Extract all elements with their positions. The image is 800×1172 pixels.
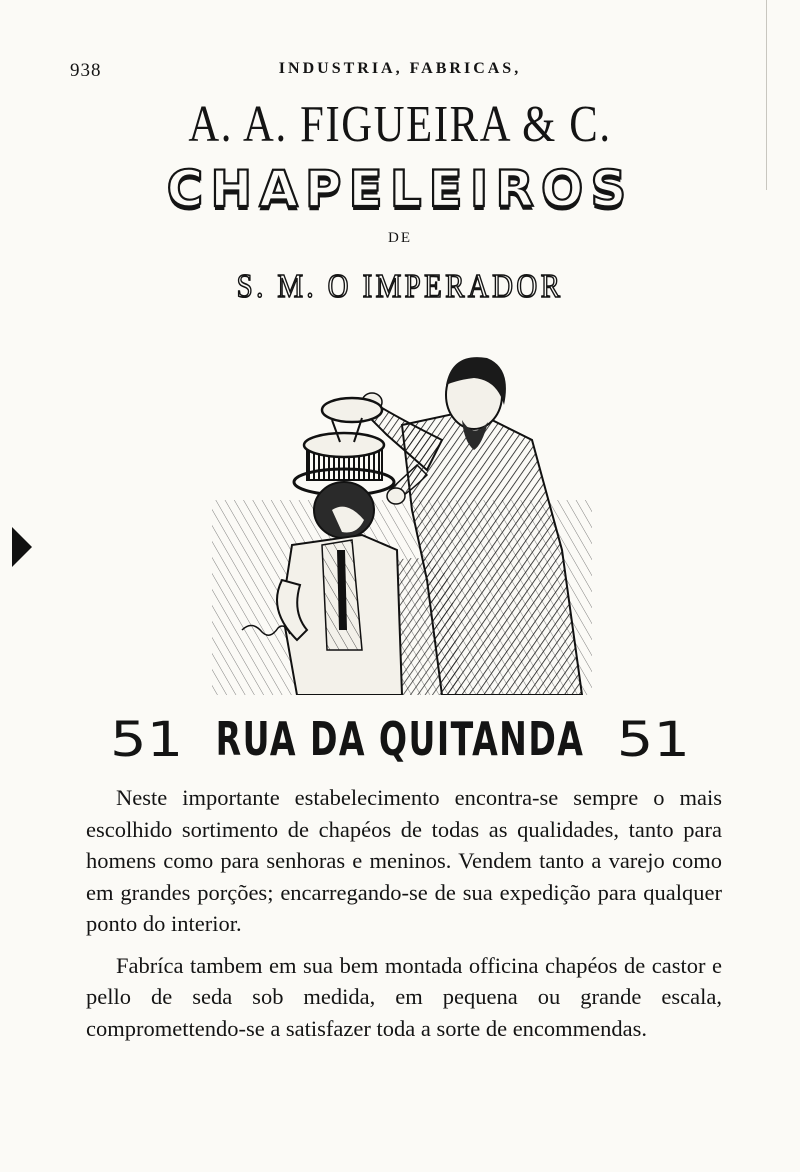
trade-title: CHAPELEIROS: [166, 160, 634, 218]
patron-title: S. M. O IMPERADOR: [236, 268, 564, 305]
firm-name: A. A. FIGUEIRA & C.: [188, 96, 612, 153]
body-paragraph: Fabríca tambem em sua bem montada officina chapéos de castor e pello de seda sob medida, em pequena ou grande escala, compromettendo-se a satisfazer toda a sorte de encommendas.: [86, 952, 722, 1041]
street-number-right: 51: [616, 712, 690, 768]
margin-arrow-icon: [12, 527, 32, 567]
running-head: INDUSTRIA, FABRICAS,: [278, 60, 522, 77]
address-row: [100, 712, 700, 772]
advertisement-body: [86, 782, 722, 1054]
street-number-left: 51: [110, 712, 184, 768]
street-name: RUA DA QUITANDA: [215, 712, 585, 766]
hatter-engraving-illustration: [212, 350, 592, 695]
page-number: 938: [70, 60, 102, 81]
connector-label: DE: [388, 230, 412, 246]
body-paragraph: Neste importante estabelecimento encontra-se sempre o mais escolhido sortimento de chapéos de todas as qualidades, tanto para homens como para senhoras e meninos. Vendem tanto a varejo como em grandes porções; encarregando-se de sua expedição para qualquer ponto do interior.: [86, 785, 722, 936]
engraving-image: [212, 350, 592, 695]
